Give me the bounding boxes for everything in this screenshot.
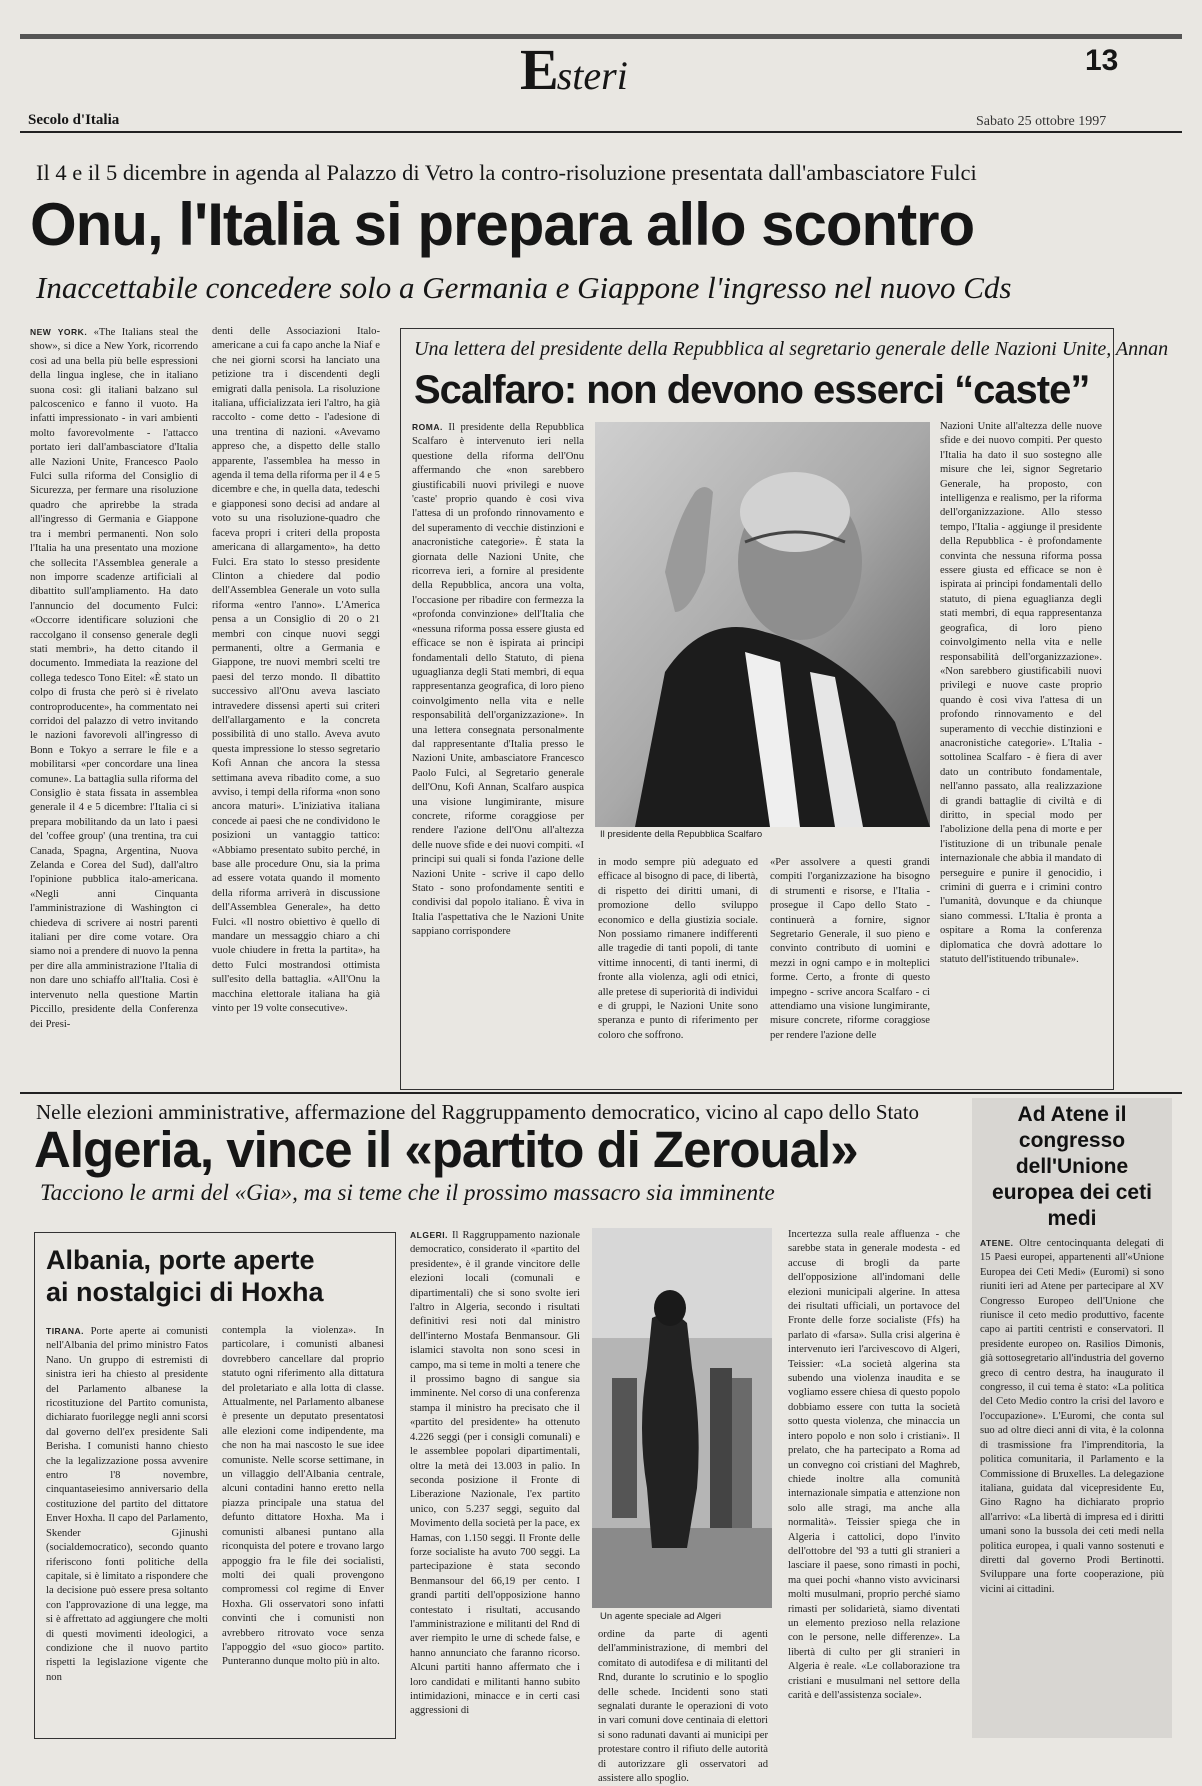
albania-column-2 bbox=[222, 1324, 384, 1729]
onu-column-2 bbox=[212, 325, 380, 1080]
atene-dateline: ATENE. bbox=[980, 1238, 1014, 1248]
scalfaro-column-mid-1 bbox=[598, 856, 758, 1081]
scalfaro-photo-caption: Il presidente della Repubblica Scalfaro bbox=[600, 829, 763, 840]
scalfaro-kicker: Una lettera del presidente della Repubblica al segretario generale delle Nazioni Unite, Annan bbox=[414, 338, 1169, 360]
scalfaro-headline: Scalfaro: non devono esserci “caste” bbox=[414, 368, 1090, 412]
onu-dateline: NEW YORK. bbox=[30, 327, 88, 337]
atene-column bbox=[980, 1236, 1164, 1731]
algeria-headline: Algeria, vince il «partito di Zeroual» bbox=[34, 1121, 858, 1178]
scalfaro-column-left bbox=[412, 420, 584, 1080]
algeria-dateline: ALGERI. bbox=[410, 1230, 448, 1240]
algeria-photo-caption: Un agente speciale ad Algeri bbox=[600, 1611, 721, 1622]
algeria-body-1: Il Raggruppamento nazionale democratico, considerato il «partito del presidente», è il grande vincitore delle elezioni locali (comunali e dipartimentali) che si sono svolte ieri l'altro in Algeria, secondo i risultati definitivi resi noti dal ministro dell'interno Mostafa Benmansour. Gli islamici stavolta non sono scesi in campo, ma si teme in molti a tenere che il prossimo bagno di sangue sia imminente. Nel corso di una conferenza stampa il ministro ha precisato che il «partito del presidente» ha ottenuto 4.226 seggi (per i consigli comunali) e le assemblee popolari dipartimentali, oltre la metà dei 13.003 in palio. In seconda posizione il Fronte di Liberazione Nazionale, l'ex partito unico, con 5.237 seggi, seguito dal Movimento della società per la pace, ex Hamas, con 1.150 seggi. Il Fronte delle forze socialiste ha avuto 700 seggi. La partecipazione è stata secondo Benmansour del 66,19 per cento. I grandi partiti dell'opposizione hanno contestato i risultati, accusando l'amministrazione e militanti del Rnd di aver riempito le urne di schede false, e hanno annunciato che faranno ricorso. Alcuni partiti hanno affermato che i loro candidati e militanti hanno subito intimidazioni, minacce e in certi casi aggressioni di bbox=[410, 1230, 580, 1717]
onu-body-2: denti delle Associazioni Italo-americane a cui fa capo anche la Niaf e che nei giorni scorsi ha lanciato una petizione tra i discendenti degli emigrati dalla penisola. La risoluzione italiana, ufficializzata ieri l'altro, ha già raccolto - come detto - l'adesione di una trentina di nazioni. «Avevamo appreso che, a dispetto delle stallo apparente, l'assemblea ha messo in agenda il tema della riforma per il 4 e 5 dicembre e che, in quella data, tedeschi e giapponesi sono decisi ad andare al voto su una risoluzione-quadro che faceva propri i criteri della proposta americana di allargamento», ha detto Fulci. Era stato lo stesso presidente Clinton a chiedere dal podio dell'Assemblea Generale un voto sulla riforma «entro l'anno». L'America pensa a un Consiglio di 20 o 21 membri con cinque nuovi seggi permanenti, oltre a Germania e Giappone, tre nuovi membri scelti tre paesi del terzo mondo. Il dibattito successivo all'Onu aveva lasciato intravedere dissensi aperti sui criteri dell'allargamento e la concreta possibilità di uno stallo. Aveva avuto questa impressione lo stesso segretario Kofi Annan che ancora la stessa settimana aveva ribadito come, a suo avviso, i tempi della riforma «non sono ancora maturi». L'iniziativa italiana concede ai paesi che ne condividono le posizioni un vantaggio tattico: «Abbiamo presentato subito perché, in base alle procedure Onu, sia la prima ad essere votata quando il momento della riforma arriverà in discussione dell'Assemblea Generale», ha detto Fulci. «Il nostro obiettivo è quello di mandare un messaggio chiaro a chi vuole chiudere in fretta la partita», ha detto Fulci mostrandosi ottimista sull'esito della battaglia. «All'Onu la macchina elettorale italiana ha già vinto per 19 volte consecutive». bbox=[212, 326, 380, 1015]
onu-headline: Onu, l'Italia si prepara allo scontro bbox=[30, 191, 975, 258]
algeria-column-mid bbox=[598, 1628, 768, 1785]
albania-dateline: TIRANA. bbox=[46, 1326, 84, 1336]
section-title-rest: steri bbox=[556, 53, 628, 98]
onu-column-1 bbox=[30, 325, 198, 1080]
algeria-photo bbox=[592, 1228, 772, 1608]
onu-body-1: «The Italians steal the show», si dice a New York, ricorrendo così ad una bella più belle espressioni della lingua inglese, che in italiano suona così: gli italiani balzano sul palcoscenico e fanno il vuoto. Ha infatti impressionato - in vari ambienti molto favorevolmente - l'attacco portato ieri dall'ambasciatore d'Italia alle Nazioni Unite, Francesco Paolo Fulci sulla riforma del Consiglio di Sicurezza, per fermare una risoluzione quadro che aprirebbe la strada all'ingresso di Germania e Giappone tra i membri permanenti. Non solo l'Italia ha una presentato una mozione che sollecita l'Assemblea generale a non imporre scadenze artificiali al dibattito sull'ampliamento. Ha dato l'annuncio del documento Fulci: «Occorre identificare soluzioni che raccolgano il consenso generale degli stati membri», ha detto citando il documento. Immediata la reazione del collega tedesco Tono Eitel: «È stato un colpo di frusta che però si è rivelato controproducente», ha commentato nei corridoi del palazzo di vetro invitando le nazioni favorevoli all'ingresso di Bonn e Tokyo a serrare le file e a mobilitarsi «per concordare una linea comune». La battaglia sulla riforma del Consiglio è stata fissata in assemblea generale il 4 e 5 dicembre: l'Italia ci si prepara mobilitando da un lato i paesi del 'coffee group' (una trentina, tra cui Canada, Spagna, Argentina, Nuova Zelanda e Corea del Sud), dall'altro l'opinione pubblica italo-americana. «Negli anni Cinquanta l'amministrazione di Washington ci chiedeva di scrivere ai nostri parenti italiani per dire come votare. Ora siamo noi a prendere di nuovo la penna per dire alla amministrazione l'Italia di non dare uno schiaffo all'Italia. Così è intervenuto nella questione Martin Piccillo, presidente della Conferenza dei Presi- bbox=[30, 327, 198, 1030]
scalfaro-column-mid-2 bbox=[770, 856, 930, 1081]
albania-headline-line-1: Albania, porte aperte bbox=[46, 1245, 315, 1275]
scalfaro-body-mid-1: in modo sempre più adeguato ed efficace al bisogno di pace, di libertà, di rispetto dei diritti umani, di promozione dello sviluppo economico e della giustizia sociale. Non possiamo rimanere indifferenti alle tragedie di tanti popoli, di tante vittime innocenti, di tanti inermi, di fronte alla violenza, agli odi etnici, alle pretese di superiorità di individui e di gruppi, le Nazioni Unite sono speranza e punto di riferimento per coloro che soffrono. bbox=[598, 857, 758, 1041]
scalfaro-photo bbox=[595, 422, 930, 827]
section-title-initial: E bbox=[520, 37, 557, 102]
albania-column-1 bbox=[46, 1324, 208, 1729]
issue-date: Sabato 25 ottobre 1997 bbox=[976, 114, 1107, 129]
onu-kicker: Il 4 e il 5 dicembre in agenda al Palazzo di Vetro la contro-risoluzione presentata dall'ambasciatore Fulci bbox=[36, 160, 977, 185]
scalfaro-column-right bbox=[940, 420, 1102, 1080]
section-title bbox=[520, 36, 628, 103]
scalfaro-body-mid-2: «Per assolvere a questi grandi compiti l'organizzazione ha bisogno di strumenti e risorse, e l'Italia - prosegue il Capo dello Stato - continuerà a fornire, signor Segretario Generale, il suo pieno e convinto contributo di uomini e mezzi in ogni campo e in molteplici forme. Certo, a fronte di questo impegno - scrive ancora Scalfaro - ci attendiamo una visione lungimirante, misure concrete, riforme coraggiose per rendere l'azione delle bbox=[770, 857, 930, 1041]
scalfaro-body-right: Nazioni Unite all'altezza delle nuove sfide e dei nuovo compiti. Per questo l'Italia ha dato il suo sostegno alle misure che lei, signor Segretario Generale, ha proposto, con intelligenza e realismo, per la riforma dell'organizzazione. Allo stesso tempo, l'Italia - aggiunge il presidente della Repubblica - è profondamente convinta che nessuna riforma possa essere giusta ed efficace se non è ispirata ai principi fondamentali dello statuto, di piena eguaglianza degli stati membri, di equa rappresentanza geografica, di loro pieno coinvolgimento nella vita e nelle responsabilità dell'organizzazione». «Non sarebbero giustificabili nuovi privilegi e nuove caste proprio quando è così viva l'attesa di un profondo rinnovamento e del superamento di vecchie distinzioni e anacronistiche categorie». L'Italia - sottolinea Scalfaro - è fiera di aver dato un contributo fondamentale, nell'anno passato, alla realizzazione di grandi battaglie di civiltà e di diritto, in special modo per l'abolizione della pena di morte e per l'istituzione di un tribunale penale internazionale che abbia il mandato di perseguire e punire il genocidio, i crimini di guerra e i crimini contro l'umanità, dovunque e da chiunque siano commessi. L'Italia è pronta a ospitare a Roma la conferenza diplomatica che dovrà adottare lo statuto dell'istituendo tribunale». bbox=[940, 421, 1102, 966]
algeria-kicker: Nelle elezioni amministrative, affermazione del Raggruppamento democratico, vicino al capo dello Stato bbox=[36, 1100, 920, 1124]
scalfaro-body-left: Il presidente della Repubblica Scalfaro è intervenuto ieri nella questione della riforma dell'Onu affermando che «non sarebbero giustificabili nuovi privilegi e nuove 'caste' proprio quando è così viva l'attesa di un profondo rinnovamento e del superamento di vecchie distinzioni e anacronistiche categorie». È stata la giornata delle Nazioni Unite, che ricorreva ieri, a fornire al presidente della Repubblica, ancora una volta, l'occasione per ribadire con fermezza la «profonda convinzione» dell'Italia che «nessuna riforma possa essere giusta ed efficace se non è ispirata ai principi fondamentali dello Statuto, di piena uguaglianza degli Stati membri, di equa rappresentanza geografica, di loro pieno coinvolgimento nella vita e nelle responsabilità dell'organizzazione». In una lettera consegnata personalmente dal rappresentante d'Italia presso le Nazioni Unite, ambasciatore Francesco Paolo Fulci, al Segretario generale dell'Onu, Kofi Annan, Scalfaro auspica una visione lungimirante, misure concrete, riforme coraggiose per rendere l'azione dell'Onu all'altezza delle nuove sfide e dei nuovi compiti. «I principi sui quali si fonda l'azione delle Nazioni Unite - scrive il capo dello Stato - sono profondamente sentiti e condivisi dal popolo italiano. È viva in Italia l'aspettativa che le Nazioni Unite sappiano corrispondere bbox=[412, 422, 584, 938]
algeria-body-mid: ordine da parte di agenti dell'amministrazione, di membri del comitato di autodifesa e di militanti del Rnd, durante lo scrutinio e lo spoglio delle schede. Incidenti sono stati segnalati durante le operazioni di voto in vari comuni dove centinaia di elettori si sono radunati davanti ai municipi per protestare contro il rifiuto delle autorità di autorizzare gli osservatori ad assistere allo spoglio. bbox=[598, 1629, 768, 1785]
albania-body-2: contempla la violenza». In particolare, i comunisti albanesi dovrebbero cancellare dal proprio statuto ogni riferimento alla dittatura del proletariato e alla lotta di classe. Attualmente, nel Parlamento albanese è presente un deputato presentatosi alle elezioni come indipendente, ma che non ha mai nascosto le sue idee comuniste. Nelle scorse settimane, in un villaggio dell'Albania centrale, alcuni contadini hanno eretto nella piazza principale una statua del defunto dittatore Hoxha. Ma i comunisti albanesi puntano alla riconquista del potere e trovano largo appoggio fra le file dei socialisti, molti dei quali provengono compromessi col regime di Enver Hoxha. Gli osservatori sono infatti convinti che i comunisti non avrebbero ritrovato voce senza l'appoggio del «suo gioco» partito. Punteranno dunque molto più in alto. bbox=[222, 1325, 384, 1668]
algeria-subhead: Tacciono le armi del «Gia», ma si teme che il prossimo massacro sia imminente bbox=[40, 1180, 775, 1205]
algeria-column-2 bbox=[788, 1228, 960, 1738]
page-number: 13 bbox=[1085, 44, 1119, 77]
algeria-column-1 bbox=[410, 1228, 580, 1738]
albania-headline-line-2: ai nostalgici di Hoxha bbox=[46, 1277, 324, 1307]
atene-body: Oltre centocinquanta delegati di 15 Paesi europei, appartenenti all'«Unione Europea dei Ceti Medi» (Euromi) si sono riuniti ieri ad Atene per partecipare al XV Congresso Europeo dell'Unione che riunisce il ceto medio produttivo, facente capo ai partiti centristi e conservatori. Il presidente europeo on. Rasilios Dimonis, già sottosegretario all'industria del governo greco di centro destra, ha inaugurato il congresso, il cui tema è stato: «La politica del Ceto Medio contro la crisi del lavoro e l'occupazione». L'Euromi, che conta sul suo ad oltre dieci anni di vita, è la colonna di trasmissione fra l'imprenditoria, la politica comunitaria, il Parlamento e la Commissione di Bruxelles. La delegazione italiana, guidata dal vicepresidente Eu, Gino Ragno ha dichiarato proprio all'arrivo: «La libertà di impresa ed i diritti umani sono la bussola dei ceti medi nella politica europea, i quali vanno sostenuti e diretti dal governo Prodi Bertinotti. Sviluppare una forte cooperazione, più vicini ai cittadini. bbox=[980, 1238, 1164, 1595]
albania-body-1: Porte aperte ai comunisti nell'Albania del primo ministro Fatos Nano. Un gruppo di estremisti di sinistra ieri ha chiesto al presidente del Parlamento albanese la ricostituzione del Partito comunista, dichiarato fuorilegge negli anni scorsi dal governo dell'ex presidente Sali Berisha. I comunisti hanno chiesto che la legalizzazione possa avvenire entro l'8 novembre, cinquantaseiesimo anniversario della costituzione del partito del dittatore Enver Hoxha. Il capo del Parlamento, Skender Gjinushi (socialdemocratico), secondo quanto riferiscono fonti politiche della capitale, si è limitato a rispondere che la decisione può essere presa soltanto con l'approvazione di una legge, ma si è affrettato ad aggiungere che molti di questi movimenti ideologici, a condizione che il nuovo partito rispetti la legislazione vigente che non bbox=[46, 1326, 208, 1683]
onu-subhead: Inaccettabile concedere solo a Germania e Giappone l'ingresso nel nuovo Cds bbox=[36, 270, 1012, 305]
scalfaro-dateline: ROMA. bbox=[412, 422, 443, 432]
atene-headline: Ad Atene il congresso dell'Unione europea dei ceti medi bbox=[992, 1103, 1152, 1230]
algeria-body-2: Incertezza sulla reale affluenza - che sarebbe stata in generale modesta - ed accuse di brogli da parte dell'opposizione all'indomani delle elezioni municipali algerine. In attesa dei risultati ufficiali, un portavoce del Fronte delle forze socialiste (Ffs) ha parlato di «farsa». Sulla crisi algerina è intervenuto ieri l'arcivescovo di Algeri, Teissier: «La società algerina sta subendo una violenza inaudita e se vogliamo essere chiesa di questo popolo dobbiamo essere con tutta la società sotto questa violenza, che minaccia un intero popolo e non solo i cristiani». Il prelato, che ha partecipato a Roma ad un convegno coi cristiani del Maghreb, chiede inoltre alla comunità internazionale simpatia e attenzione non solo alle stragi, ma anche alla normalità». Teissier spiega che in Algeria i cattolici, dopo l'invito dell'ottobre del '93 a tutti gli stranieri a lasciare il paese, sono rimasti in pochi, ma quei pochi «hanno visto avvicinarsi molti musulmani, proprio perché siamo rimasti per solidarietà, siamo diventati un elemento prezioso nella relazione con le persone, nelle differenze». La libertà di culto per gli stranieri in Algeria è reale. «Le collaborazione tra cristiani e musulmani nel settore della carità e dell'assistenza sociale». bbox=[788, 1229, 960, 1701]
masthead: Secolo d'Italia bbox=[28, 112, 120, 128]
